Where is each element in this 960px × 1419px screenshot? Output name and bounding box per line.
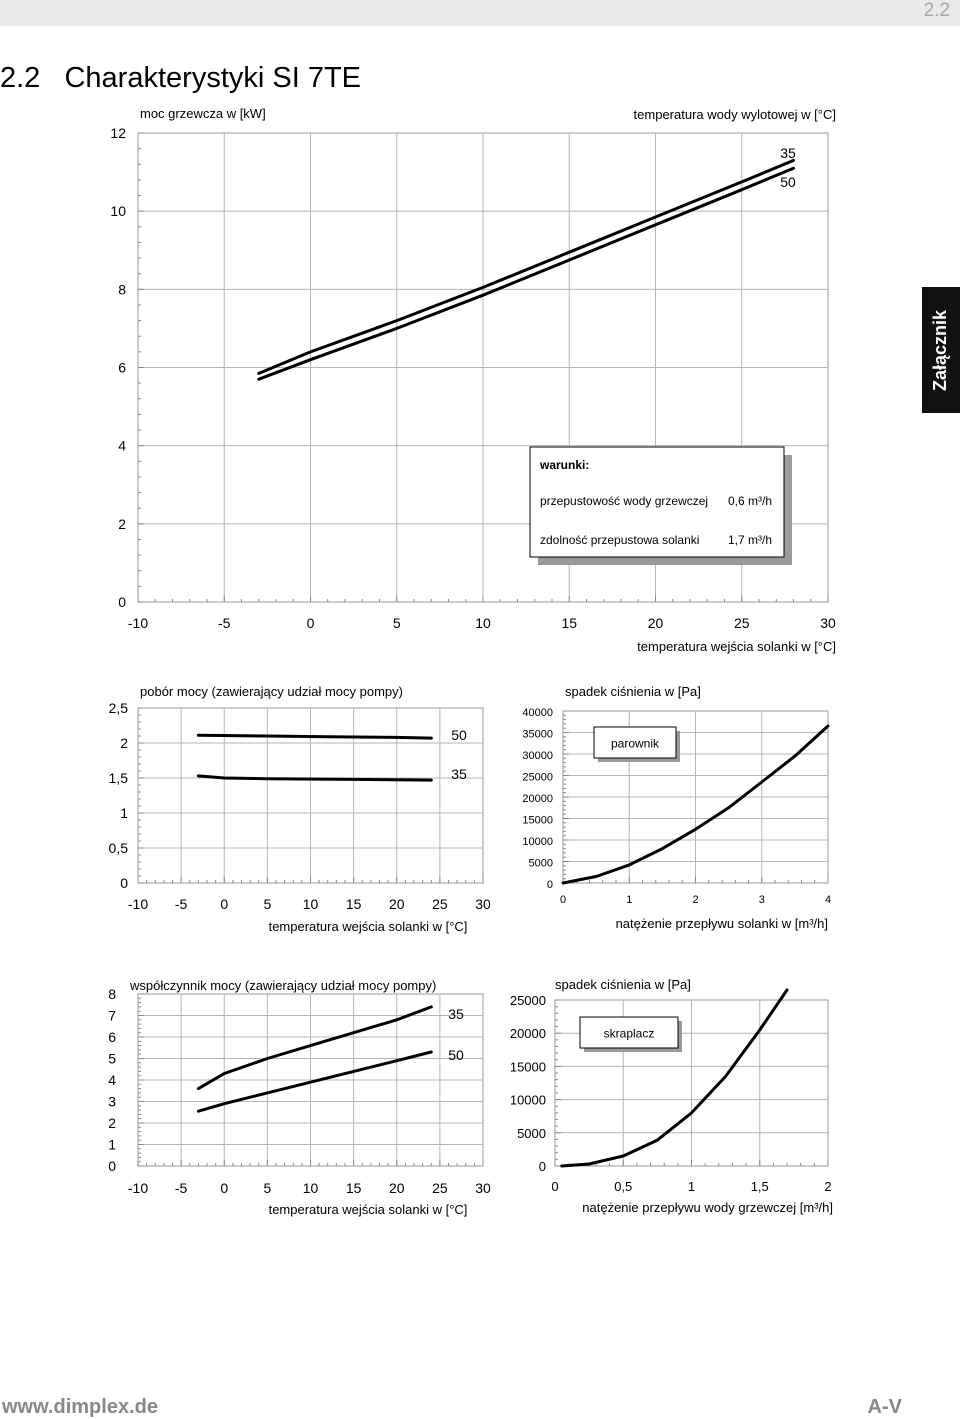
chart-evap-dp bbox=[522, 684, 831, 931]
box-label: skraplacz bbox=[603, 1026, 655, 1041]
x-tick-label: 2 bbox=[692, 894, 699, 906]
x-tick-label: 0,5 bbox=[614, 1179, 633, 1194]
y-tick-label: 0 bbox=[108, 1158, 116, 1174]
series-label: 50 bbox=[448, 1047, 464, 1063]
y-tick-label: 2 bbox=[118, 515, 126, 532]
condition-label: zdolność przepustowa solanki bbox=[540, 533, 700, 547]
y-tick-label: 35000 bbox=[522, 728, 553, 741]
y-tick-label: 3 bbox=[108, 1093, 116, 1110]
chart-title: pobór mocy (zawierający udział mocy pompy) bbox=[140, 684, 403, 699]
x-tick-label: 30 bbox=[820, 615, 836, 631]
x-tick-label: -5 bbox=[174, 1180, 188, 1196]
side-tab-label: Załącznik bbox=[930, 309, 951, 391]
x-tick-label: -10 bbox=[127, 896, 149, 912]
y-tick-label: 5 bbox=[108, 1050, 116, 1067]
x-tick-label: 1,5 bbox=[750, 1179, 769, 1194]
chart-power bbox=[109, 684, 491, 934]
header-section-number: 2.2 bbox=[923, 0, 950, 21]
legend-title: temperatura wody wylotowej w [°C] bbox=[633, 107, 836, 122]
x-tick-label: 3 bbox=[758, 894, 765, 906]
x-tick-label: -10 bbox=[127, 1180, 149, 1196]
x-axis-label: natężenie przepływu wody grzewczej [m³/h] bbox=[582, 1200, 833, 1215]
y-tick-label: 10 bbox=[110, 203, 126, 220]
y-tick-label: 1 bbox=[108, 1136, 116, 1153]
x-tick-label: 0 bbox=[220, 1180, 229, 1196]
y-tick-label: 5000 bbox=[517, 1125, 546, 1141]
x-tick-label: 20 bbox=[647, 615, 664, 631]
x-axis-label: temperatura wejścia solanki w [°C] bbox=[268, 1202, 468, 1217]
condition-value: 1,7 m³/h bbox=[728, 533, 773, 547]
y-tick-label: 0 bbox=[120, 875, 128, 891]
condition-label: przepustowość wody grzewczej bbox=[540, 494, 709, 508]
y-tick-label: 4 bbox=[108, 1072, 116, 1088]
x-tick-label: 15 bbox=[345, 896, 362, 912]
x-tick-label: 25 bbox=[432, 1180, 448, 1196]
y-tick-label: 20000 bbox=[522, 793, 553, 805]
chart-title: spadek ciśnienia w [Pa] bbox=[565, 684, 701, 699]
y-tick-label: 25000 bbox=[509, 993, 546, 1008]
y-tick-label: 12 bbox=[110, 125, 126, 141]
y-tick-label: 2 bbox=[120, 735, 128, 751]
x-tick-label: 0 bbox=[559, 894, 567, 906]
y-tick-label: 15000 bbox=[522, 814, 553, 827]
x-axis-label: temperatura wejścia solanki w [°C] bbox=[637, 639, 836, 654]
page-title: 2.2 Charakterystyki SI 7TE bbox=[0, 62, 362, 94]
x-axis-label: temperatura wejścia solanki w [°C] bbox=[268, 919, 468, 934]
chart-title: moc grzewcza w [kW] bbox=[140, 106, 266, 121]
x-tick-label: 10 bbox=[475, 615, 491, 631]
x-tick-label: 20 bbox=[388, 896, 405, 912]
chart-heating bbox=[110, 106, 836, 654]
x-tick-label: 10 bbox=[302, 1180, 319, 1196]
x-tick-label: 20 bbox=[388, 1180, 405, 1196]
x-tick-label: 0 bbox=[220, 896, 229, 912]
x-tick-label: 15 bbox=[561, 615, 578, 631]
x-tick-label: 4 bbox=[824, 894, 832, 906]
y-tick-label: 2,5 bbox=[108, 700, 128, 716]
x-tick-label: -5 bbox=[218, 615, 231, 631]
y-tick-label: 0 bbox=[118, 594, 126, 610]
y-tick-label: 40000 bbox=[522, 707, 553, 719]
x-tick-label: 5 bbox=[263, 1180, 272, 1196]
x-tick-label: 0 bbox=[551, 1179, 559, 1194]
x-tick-label: 30 bbox=[475, 1180, 491, 1196]
y-tick-label: 10000 bbox=[509, 1092, 546, 1108]
x-tick-label: 15 bbox=[345, 1180, 362, 1196]
x-tick-label: 0 bbox=[306, 615, 315, 631]
condition-value: 0,6 m³/h bbox=[728, 494, 773, 508]
x-tick-label: 25 bbox=[432, 896, 448, 912]
y-tick-label: 0,5 bbox=[108, 840, 128, 856]
x-tick-label: 5 bbox=[263, 896, 272, 912]
x-axis-label: natężenie przepływu solanki w [m³/h] bbox=[615, 916, 828, 931]
series-label: 35 bbox=[780, 145, 796, 161]
y-tick-label: 0 bbox=[546, 879, 553, 891]
y-tick-label: 20000 bbox=[509, 1026, 546, 1042]
y-tick-label: 7 bbox=[108, 1007, 116, 1024]
y-tick-label: 6 bbox=[108, 1029, 116, 1045]
series-label: 50 bbox=[451, 727, 467, 743]
x-tick-label: 30 bbox=[475, 896, 491, 912]
y-tick-label: 4 bbox=[118, 437, 126, 454]
x-tick-label: 10 bbox=[302, 896, 319, 912]
chart-cond-dp bbox=[510, 977, 833, 1215]
x-tick-label: 2 bbox=[824, 1179, 832, 1194]
x-tick-label: -10 bbox=[127, 615, 149, 631]
footer-url: www.dimplex.de bbox=[2, 1396, 158, 1418]
x-tick-label: 5 bbox=[392, 615, 401, 631]
y-tick-label: 2 bbox=[108, 1115, 116, 1131]
y-tick-label: 8 bbox=[118, 281, 126, 298]
chart-title: spadek ciśnienia w [Pa] bbox=[555, 977, 691, 992]
conditions-title: warunki: bbox=[540, 458, 590, 472]
y-tick-label: 6 bbox=[118, 359, 126, 376]
x-tick-label: 1 bbox=[626, 894, 633, 906]
y-tick-label: 1,5 bbox=[108, 770, 128, 786]
y-tick-label: 5000 bbox=[528, 857, 553, 870]
y-tick-label: 8 bbox=[108, 986, 116, 1002]
x-tick-label: 25 bbox=[733, 615, 750, 631]
x-tick-label: 1 bbox=[687, 1179, 696, 1194]
y-tick-label: 10000 bbox=[522, 836, 553, 848]
y-tick-label: 1 bbox=[120, 805, 128, 821]
y-tick-label: 0 bbox=[538, 1159, 546, 1174]
y-tick-label: 15000 bbox=[509, 1059, 546, 1075]
footer-page-number: A-V bbox=[867, 1396, 902, 1418]
chart-cop bbox=[108, 978, 491, 1217]
y-tick-label: 25000 bbox=[522, 771, 553, 784]
y-tick-label: 30000 bbox=[522, 750, 553, 762]
chart-title: współczynnik mocy (zawierający udział mocy pompy) bbox=[130, 978, 437, 993]
box-label: parownik bbox=[610, 736, 660, 751]
series-label: 50 bbox=[780, 174, 796, 190]
series-label: 35 bbox=[448, 1006, 464, 1022]
x-tick-label: -5 bbox=[174, 896, 188, 912]
series-label: 35 bbox=[451, 766, 467, 782]
